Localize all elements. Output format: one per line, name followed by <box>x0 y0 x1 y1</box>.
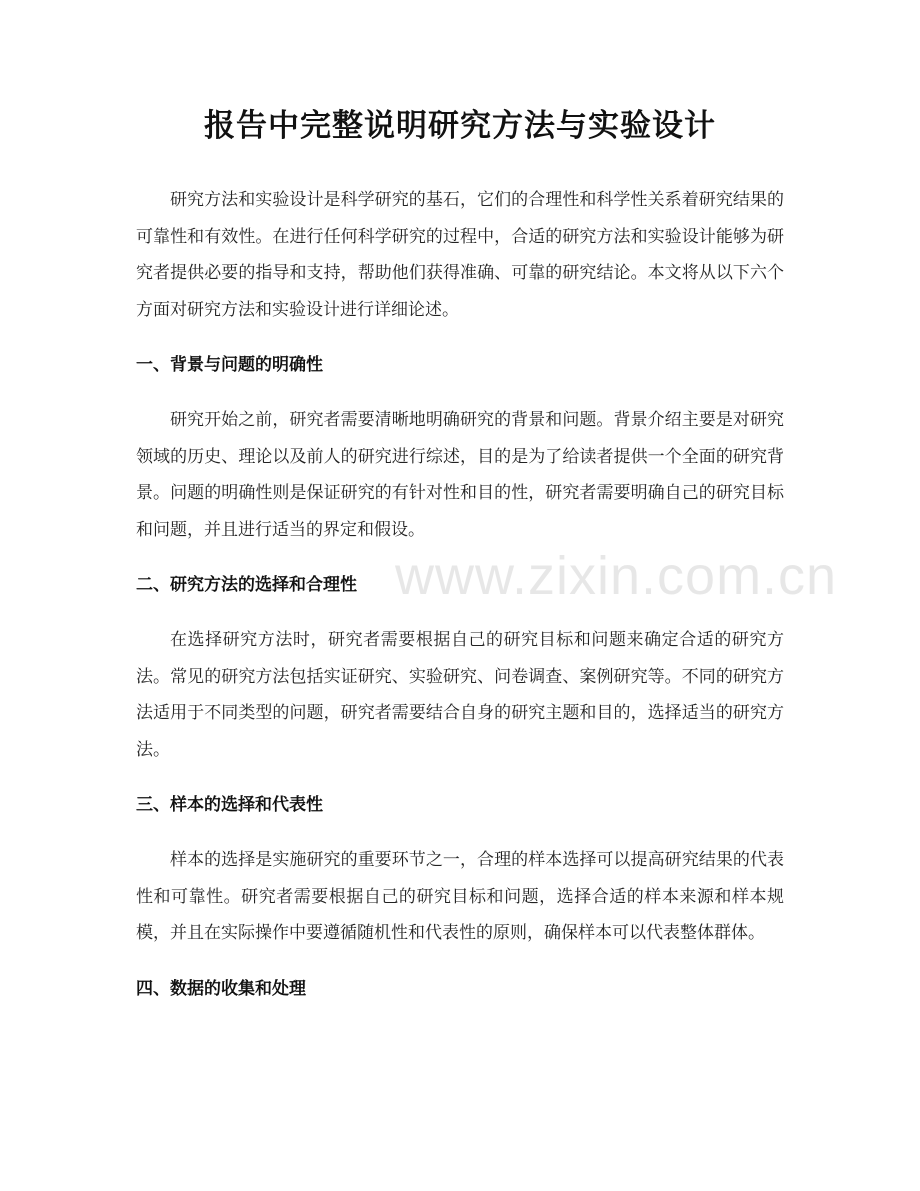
section-heading-3: 三、样本的选择和代表性 <box>136 795 323 815</box>
section-body-2: 在选择研究方法时，研究者需要根据自己的研究目标和问题来确定合适的研究方法。常见的研究方法包括实证研究、实验研究、问卷调查、案例研究等。不同的研究方法适用于不同类型的问题，研究者需要结合自身的研究主题和目的，选择适当的研究方法。 <box>136 630 784 760</box>
section-heading-1: 一、背景与问题的明确性 <box>136 355 323 375</box>
intro-paragraph: 研究方法和实验设计是科学研究的基石，它们的合理性和科学性关系着研究结果的可靠性和有效性。在进行任何科学研究的过程中，合适的研究方法和实验设计能够为研究者提供必要的指导和支持，帮助他们获得准确、可靠的研究结论。本文将从以下六个方面对研究方法和实验设计进行详细论述。 <box>136 190 784 320</box>
section-heading-4: 四、数据的收集和处理 <box>136 978 306 999</box>
section-body-3: 样本的选择是实施研究的重要环节之一，合理的样本选择可以提高研究结果的代表性和可靠性。研究者需要根据自己的研究目标和问题，选择合适的样本来源和样本规模，并且在实际操作中要遵循随机性和代表性的原则，确保样本可以代表整体群体。 <box>136 850 784 943</box>
watermark-text: www.zixin.com.cn <box>395 546 838 606</box>
document-title: 报告中完整说明研究方法与实验设计 <box>204 108 716 144</box>
section-body-1: 研究开始之前，研究者需要清晰地明确研究的背景和问题。背景介绍主要是对研究领域的历史、理论以及前人的研究进行综述，目的是为了给读者提供一个全面的研究背景。问题的明确性则是保证研究的有针对性和目的性，研究者需要明确自己的研究目标和问题，并且进行适当的界定和假设。 <box>136 410 784 540</box>
section-heading-2: 二、研究方法的选择和合理性 <box>136 575 357 595</box>
